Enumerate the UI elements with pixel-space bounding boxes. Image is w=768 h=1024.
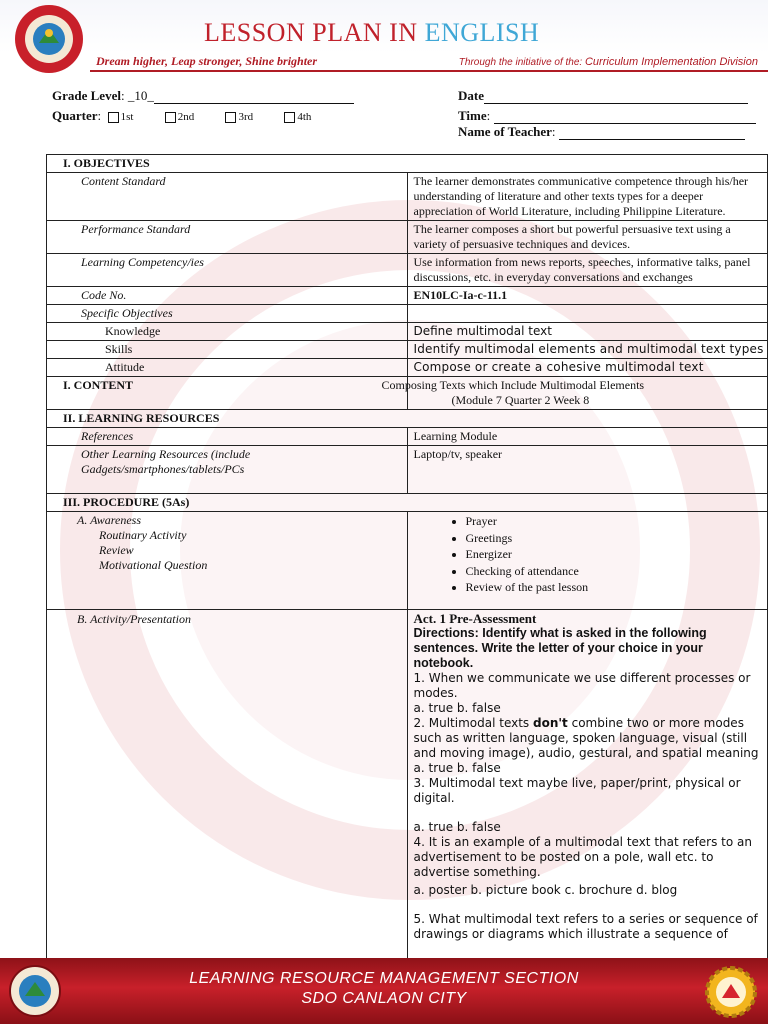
activity-label: B. Activity/Presentation <box>47 610 408 976</box>
code-value: EN10LC-Ia-c-11.1 <box>407 287 768 305</box>
teacher-name-field: Name of Teacher: <box>458 124 745 140</box>
question-1-choices: a. true b. false <box>413 701 501 715</box>
list-item: • Energizer <box>466 546 762 563</box>
awareness-row <box>47 512 768 610</box>
page-header <box>0 0 768 76</box>
table-row <box>47 287 768 305</box>
question-3-choices: a. true b. false <box>413 820 501 834</box>
routinary-activity-label: Routinary Activity <box>99 528 187 542</box>
content-value <box>381 377 768 410</box>
motivational-question-label: Motivational Question <box>99 558 208 572</box>
motto: Dream higher, Leap stronger, Shine brighter <box>96 54 318 68</box>
activity-title: Act. 1 Pre-Assessment <box>413 611 537 626</box>
knowledge-label: Knowledge <box>47 323 408 341</box>
knowledge-value: Define multimodal text <box>407 323 768 341</box>
list-item: • Review of the past lesson <box>466 579 762 596</box>
question-1: 1. When we communicate we use different processes or modes. <box>413 671 751 700</box>
content-heading: I. CONTENT <box>47 377 408 410</box>
quarter-2-checkbox[interactable]: 2nd <box>165 111 195 123</box>
lesson-plan-table <box>46 154 768 976</box>
resources-heading-row <box>47 410 768 428</box>
question-2: 2. Multimodal texts don't combine two or more modes such as written language, spoken language, visual (still and moving image), audio, gestural, and spatial meaning <box>413 716 759 760</box>
performance-standard-value: The learner composes a short but powerful persuasive text using a variety of persuasive techniques and devices. <box>407 221 768 254</box>
grade-level-field: Grade Level: _10_ <box>52 88 354 104</box>
references-label: References <box>47 428 408 446</box>
table-row <box>47 323 768 341</box>
review-label: Review <box>99 543 134 557</box>
competency-value: Use information from news reports, speeches, informative talks, panel discussions, etc. in everyday conversations and exchanges <box>407 254 768 287</box>
awareness-items-cell <box>407 512 768 610</box>
header-divider <box>90 70 768 72</box>
activity-content-cell <box>407 610 768 976</box>
question-5: 5. What multimodal text refers to a series or sequence of drawings or diagrams which illustrate a sequence of <box>413 912 758 941</box>
question-2-choices: a. true b. false <box>413 761 501 775</box>
list-item: • Greetings <box>466 530 762 547</box>
quarter-4-checkbox[interactable]: 4th <box>284 111 311 123</box>
other-resources-value: Laptop/tv, speaker <box>407 446 768 494</box>
resources-heading: II. LEARNING RESOURCES <box>47 410 768 428</box>
awareness-label: A. Awareness <box>77 513 142 527</box>
content-standard-label: Content Standard <box>47 173 408 221</box>
quarter-3-checkbox[interactable]: 3rd <box>225 111 253 123</box>
footer-office-name: SDO CANLAON CITY <box>301 990 467 1007</box>
question-4-choices: a. poster b. picture book c. brochure d. blog <box>413 883 678 897</box>
content-standard-value: The learner demonstrates communicative competence through his/her understanding of literature and other texts types for a deeper appreciation of World Literature, including Philippine Literature. <box>407 173 768 221</box>
list-item: • Checking of attendance <box>466 563 762 580</box>
quarter-1-checkbox[interactable]: 1st <box>108 111 134 123</box>
attitude-value: Compose or create a cohesive multimodal text <box>407 359 768 377</box>
canlaon-gear-logo <box>702 964 760 1020</box>
question-4: 4. It is an example of a multimodal text that refers to an advertisement to be posted on a pole, wall etc. to advertise something. <box>413 835 752 879</box>
quarter-field: Quarter: 1st 2nd 3rd 4th <box>52 108 312 123</box>
date-field: Date <box>458 88 748 104</box>
content-line-1: Composing Texts which Include Multimodal Elements <box>381 378 645 392</box>
procedure-heading-row <box>47 494 768 512</box>
objectives-heading: I. OBJECTIVES <box>47 155 768 173</box>
objectives-heading-row <box>47 155 768 173</box>
table-row <box>47 446 768 494</box>
content-row <box>47 377 768 410</box>
page-title: LESSON PLAN IN ENGLISH <box>204 18 540 47</box>
other-resources-label: Other Learning Resources (include Gadgets/smartphones/tablets/PCs <box>47 446 408 494</box>
table-row <box>47 173 768 221</box>
table-row <box>47 305 768 323</box>
footer-section-name: LEARNING RESOURCE MANAGEMENT SECTION <box>189 970 579 987</box>
table-row <box>47 221 768 254</box>
list-item: • Prayer <box>466 513 762 530</box>
table-row <box>47 428 768 446</box>
skills-label: Skills <box>47 341 408 359</box>
attitude-label: Attitude <box>47 359 408 377</box>
directions: Directions: Identify what is asked in the following sentences. Write the letter of your choice in your notebook. <box>413 626 707 670</box>
awareness-list <box>414 513 762 596</box>
content-line-2: (Module 7 Quarter 2 Week 8 <box>451 393 590 407</box>
table-row <box>47 254 768 287</box>
specific-objectives-value <box>407 305 768 323</box>
code-label: Code No. <box>47 287 408 305</box>
page-footer <box>0 958 768 1024</box>
procedure-heading: III. PROCEDURE (5As) <box>47 494 768 512</box>
references-value: Learning Module <box>407 428 768 446</box>
activity-row <box>47 610 768 976</box>
awareness-label-cell <box>47 512 408 610</box>
specific-objectives-label: Specific Objectives <box>47 305 408 323</box>
table-row <box>47 341 768 359</box>
competency-label: Learning Competency/ies <box>47 254 408 287</box>
skills-value: Identify multimodal elements and multimodal text types <box>407 341 768 359</box>
division-seal-logo <box>6 3 92 75</box>
time-field: Time: <box>458 108 756 124</box>
subject-name: ENGLISH <box>424 18 540 47</box>
table-row <box>47 359 768 377</box>
performance-standard-label: Performance Standard <box>47 221 408 254</box>
question-3: 3. Multimodal text maybe live, paper/print, physical or digital. <box>413 776 741 805</box>
initiative-note: Through the initiative of the: Curriculum Implementation Division <box>458 56 758 68</box>
